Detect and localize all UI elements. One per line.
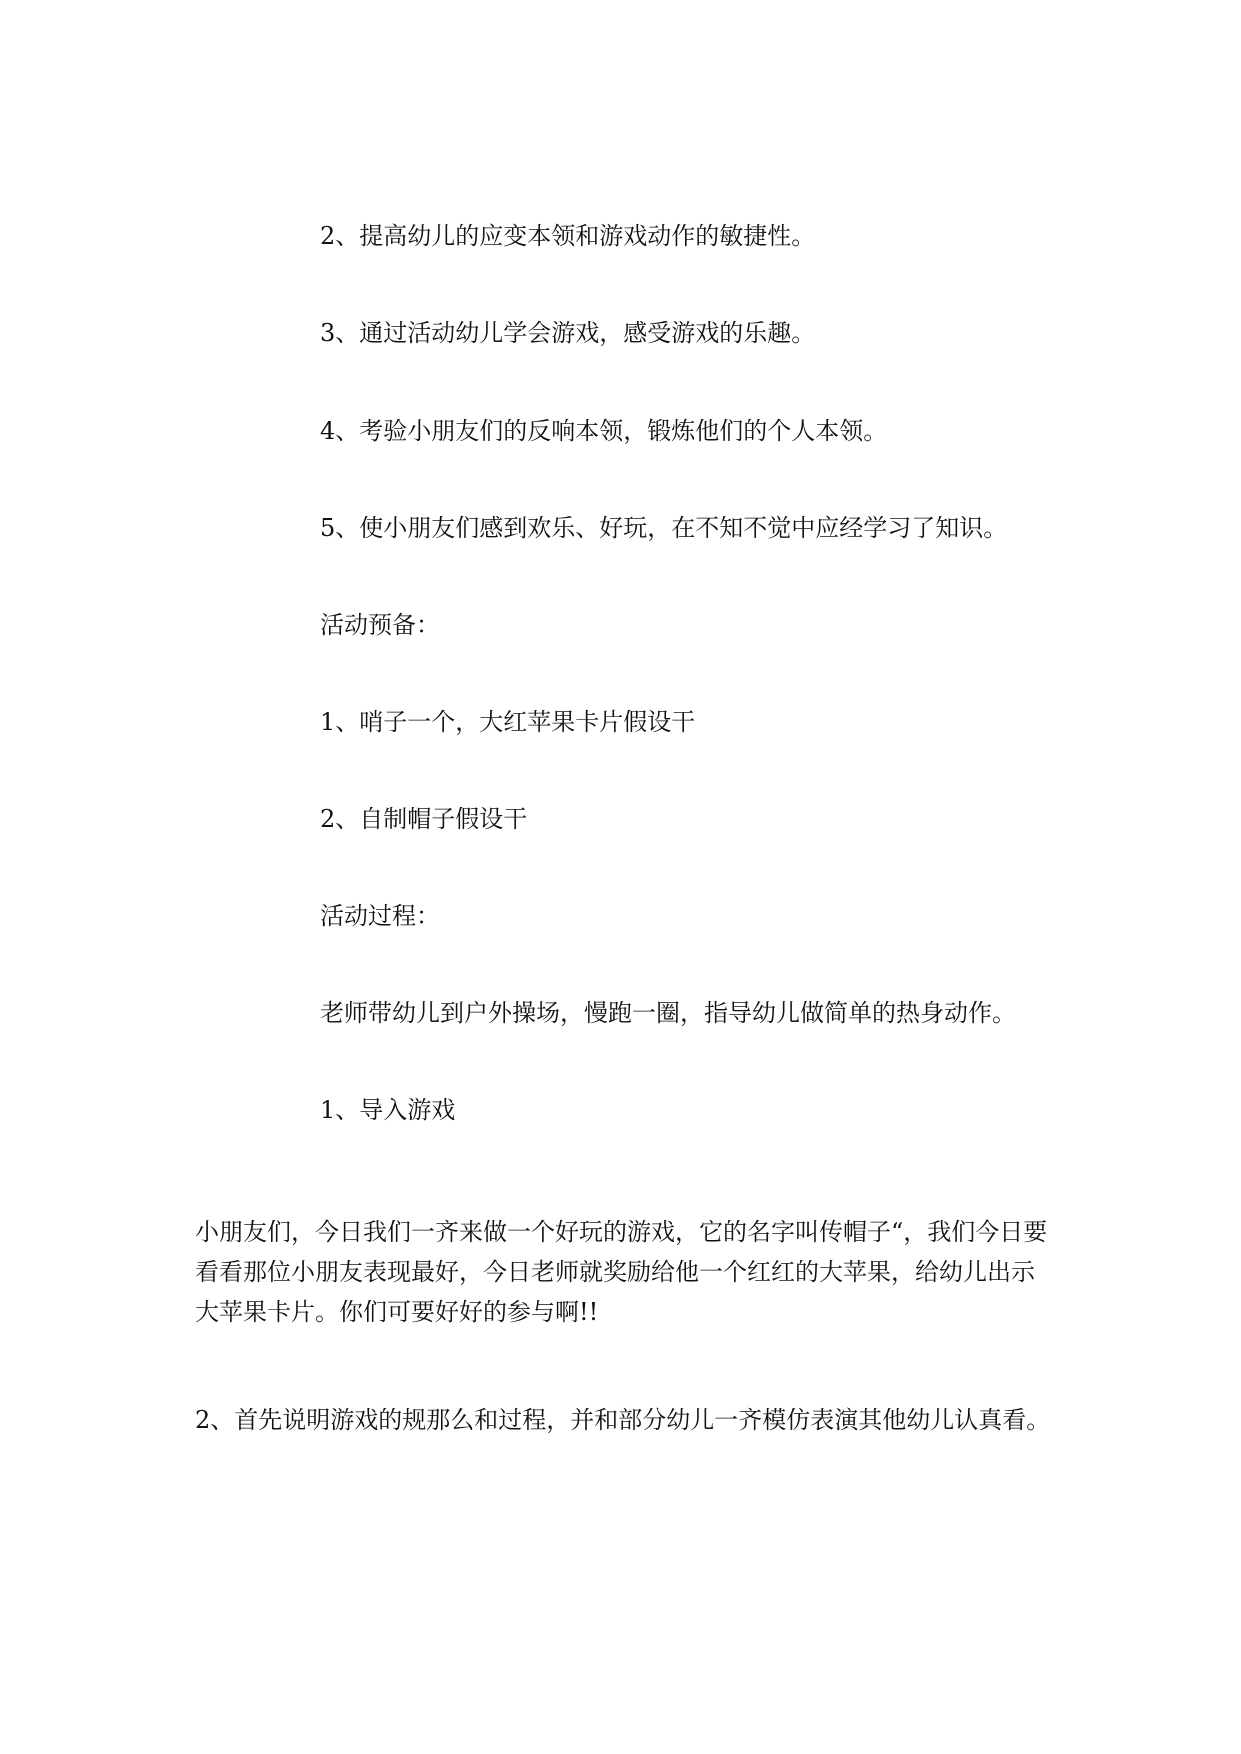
objective-item-3: 3、通过活动幼儿学会游戏，感受游戏的乐趣。 — [320, 319, 816, 347]
section-heading-preparation: 活动预备： — [320, 611, 440, 639]
game-intro-paragraph: 小朋友们，今日我们一齐来做一个好玩的游戏，它的名字叫传帽子“，我们今日要看看那位小朋友表现最好，今日老师就奖励给他一个红红的大苹果，给幼儿出示大苹果卡片。你们可要好好的参与啊!! — [195, 1218, 1048, 1326]
process-step-2-paragraph: 2、首先说明游戏的规那么和过程，并和部分幼儿一齐模仿表演其他幼儿认真看。 — [195, 1406, 1051, 1434]
objective-item-2: 2、提高幼儿的应变本领和游戏动作的敏捷性。 — [320, 222, 816, 250]
objective-item-4: 4、考验小朋友们的反响本领，锻炼他们的个人本领。 — [320, 417, 888, 445]
objective-item-5: 5、使小朋友们感到欢乐、好玩，在不知不觉中应经学习了知识。 — [320, 514, 1008, 542]
section-heading-process: 活动过程： — [320, 902, 440, 930]
process-step-1: 1、导入游戏 — [320, 1096, 456, 1124]
process-intro: 老师带幼儿到户外操场，慢跑一圈，指导幼儿做简单的热身动作。 — [320, 999, 1016, 1027]
preparation-item-1: 1、哨子一个，大红苹果卡片假设干 — [320, 708, 696, 736]
preparation-item-2: 2、自制帽子假设干 — [320, 805, 528, 833]
